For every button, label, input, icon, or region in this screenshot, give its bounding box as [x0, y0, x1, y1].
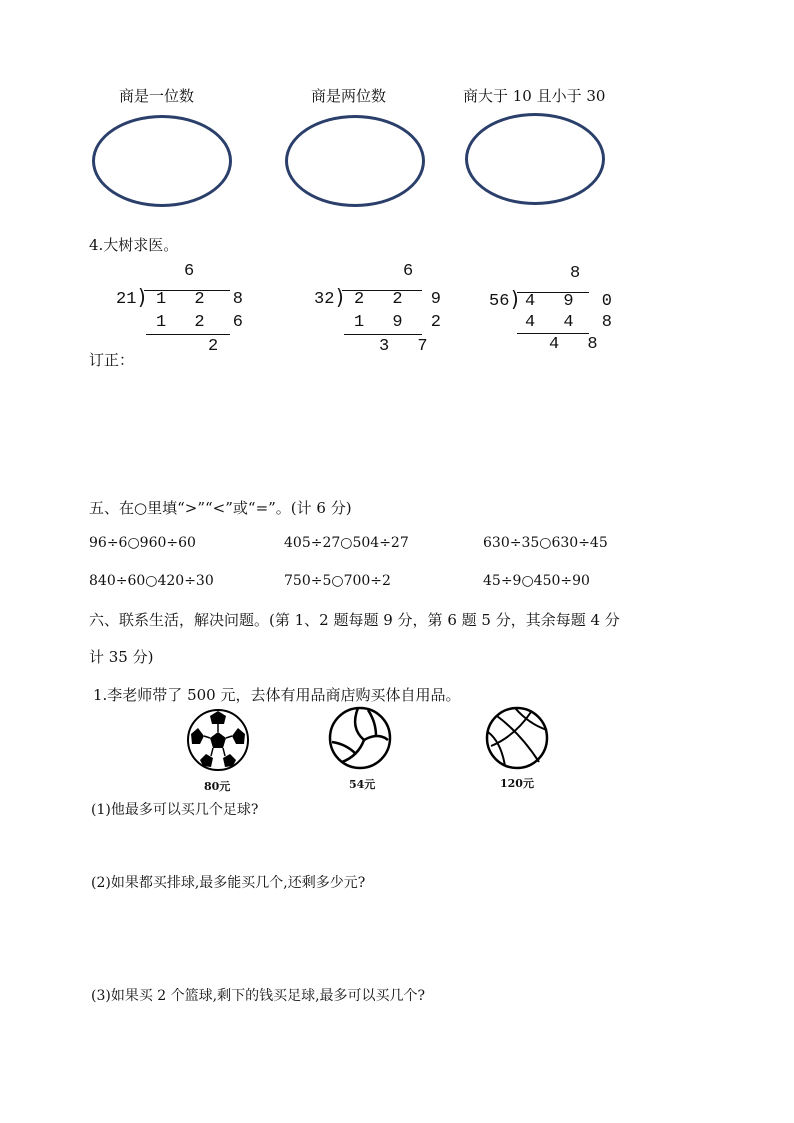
dividend: 2 2 9 — [354, 290, 451, 309]
remainder: 3 7 — [379, 337, 437, 356]
sub-question-3: (3)如果买 2 个篮球,剩下的钱买足球,最多可以买几个? — [91, 988, 426, 1004]
basketball-icon — [485, 706, 549, 770]
answer-oval-two-digit[interactable] — [285, 115, 425, 207]
subtraction-line — [517, 333, 589, 334]
product: 1 9 2 — [354, 313, 451, 332]
section5-title: 五、在○里填“>”“<”或“=”。(计 6 分) — [89, 499, 352, 517]
compare-item[interactable]: 750÷5○700÷2 — [284, 573, 391, 589]
division-bracket: ) — [336, 284, 344, 310]
remainder: 4 8 — [549, 335, 607, 354]
oval-label-two-digit: 商是两位数 — [311, 87, 387, 105]
subtraction-line — [344, 334, 422, 335]
divisor: 32 — [314, 290, 335, 309]
section6-title-line1: 六、联系生活，解决问题。(第 1、2 题每题 9 分，第 6 题 5 分，其余每题 4 分 — [89, 611, 620, 629]
answer-oval-one-digit[interactable] — [92, 115, 232, 207]
compare-item[interactable]: 45÷9○450÷90 — [483, 573, 590, 589]
soccer-ball-icon — [186, 708, 250, 772]
compare-item[interactable]: 405÷27○504÷27 — [284, 535, 409, 551]
compare-item[interactable]: 840÷60○420÷30 — [89, 573, 214, 589]
product: 4 4 8 — [525, 313, 622, 332]
oval-label-one-digit: 商是一位数 — [119, 87, 195, 105]
basketball-price: 120元 — [500, 777, 534, 790]
q1-text: 1.李老师带了 500 元，去体有用品商店购买体自用品。 — [93, 686, 461, 704]
soccer-price: 80元 — [204, 780, 231, 793]
dividend: 4 9 0 — [525, 292, 622, 311]
oval-label-between: 商大于 10 且小于 30 — [463, 87, 606, 105]
divisor: 56 — [489, 292, 510, 311]
correction-label: 订正： — [89, 351, 135, 369]
volleyball-icon — [328, 706, 392, 770]
volleyball-price: 54元 — [349, 778, 376, 791]
quotient: 6 — [403, 262, 414, 281]
dividend: 1 2 8 — [156, 290, 253, 309]
sub-question-2: (2)如果都买排球,最多能买几个,还剩多少元? — [91, 875, 366, 891]
quotient: 6 — [184, 262, 195, 281]
product: 1 2 6 — [156, 313, 253, 332]
division-bracket: ) — [511, 286, 519, 312]
compare-item[interactable]: 96÷6○960÷60 — [89, 535, 196, 551]
q4-title: 4.大树求医。 — [89, 236, 179, 254]
subtraction-line — [146, 334, 230, 335]
remainder: 2 — [208, 337, 219, 356]
division-bracket: ) — [138, 284, 146, 310]
divisor: 21 — [116, 290, 137, 309]
compare-item[interactable]: 630÷35○630÷45 — [483, 535, 608, 551]
answer-oval-between[interactable] — [465, 113, 605, 205]
sub-question-1: (1)他最多可以买几个足球? — [91, 802, 259, 818]
section6-title-line2: 计 35 分) — [89, 648, 154, 666]
quotient: 8 — [570, 264, 581, 283]
